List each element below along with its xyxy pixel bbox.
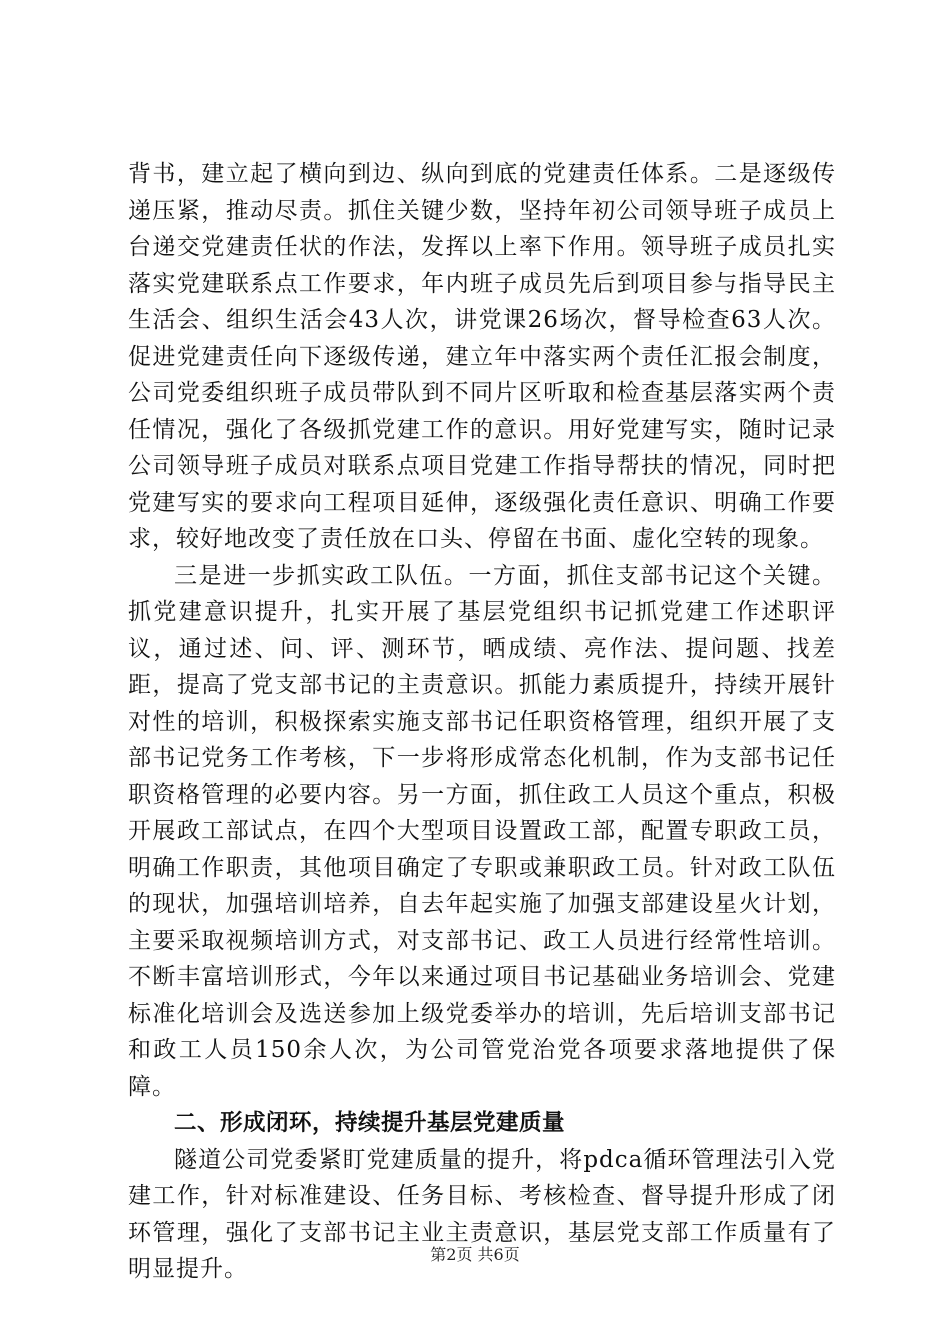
body-paragraph-3: 隧道公司党委紧盯党建质量的提升，将pdca循环管理法引入党建工作，针对标准建设、任务目标、考核检查、督导提升形成了闭环管理，强化了支部书记主业主责意识，基层党支部工作质量有了明显提升。 [128, 1146, 836, 1282]
body-paragraph-1: 背书，建立起了横向到边、纵向到底的党建责任体系。二是逐级传递压紧，推动尽责。抓住关键少数，坚持年初公司领导班子成员上台递交党建责任状的作法，发挥以上率下作用。领导班子成员扎实落实党建联系点工作要求，年内班子成员先后到项目参与指导民主生活会、组织生活会43人次，讲党课26场次，督导检查63人次。促进党建责任向下逐级传递，建立年中落实两个责任汇报会制度，公司党委组织班子成员带队到不同片区听取和检查基层落实两个责任情况，强化了各级抓党建工作的意识。用好党建写实，随时记录公司领导班子成员对联系点项目党建工作指导帮扶的情况，同时把党建写实的要求向工程项目延伸，逐级强化责任意识、明确工作要求，较好地改变了责任放在口头、停留在书面、虚化空转的现象。 [128, 161, 836, 552]
document-body [128, 156, 836, 1288]
body-paragraph-2: 三是进一步抓实政工队伍。一方面，抓住支部书记这个关键。抓党建意识提升，扎实开展了基层党组织书记抓党建工作述职评议，通过述、问、评、测环节，晒成绩、亮作法、提问题、找差距，提高了党支部书记的主责意识。抓能力素质提升，持续开展针对性的培训，积极探索实施支部书记任职资格管理，组织开展了支部书记党务工作考核，下一步将形成常态化机制，作为支部书记任职资格管理的必要内容。另一方面，抓住政工人员这个重点，积极开展政工部试点，在四个大型项目设置政工部，配置专职政工员，明确工作职责，其他项目确定了专职或兼职政工员。针对政工队伍的现状，加强培训培养，自去年起实施了加强支部建设星火计划，主要采取视频培训方式，对支部书记、政工人员进行经常性培训。不断丰富培训形式，今年以来通过项目书记基础业务培训会、党建标准化培训会及选送参加上级党委举办的培训，先后培训支部书记和政工人员150余人次，为公司管党治党各项要求落地提供了保障。 [128, 562, 836, 1100]
page-number-footer: 第2页 共6页 [430, 1245, 520, 1264]
section-heading: 二、形成闭环，持续提升基层党建质量 [174, 1110, 566, 1136]
